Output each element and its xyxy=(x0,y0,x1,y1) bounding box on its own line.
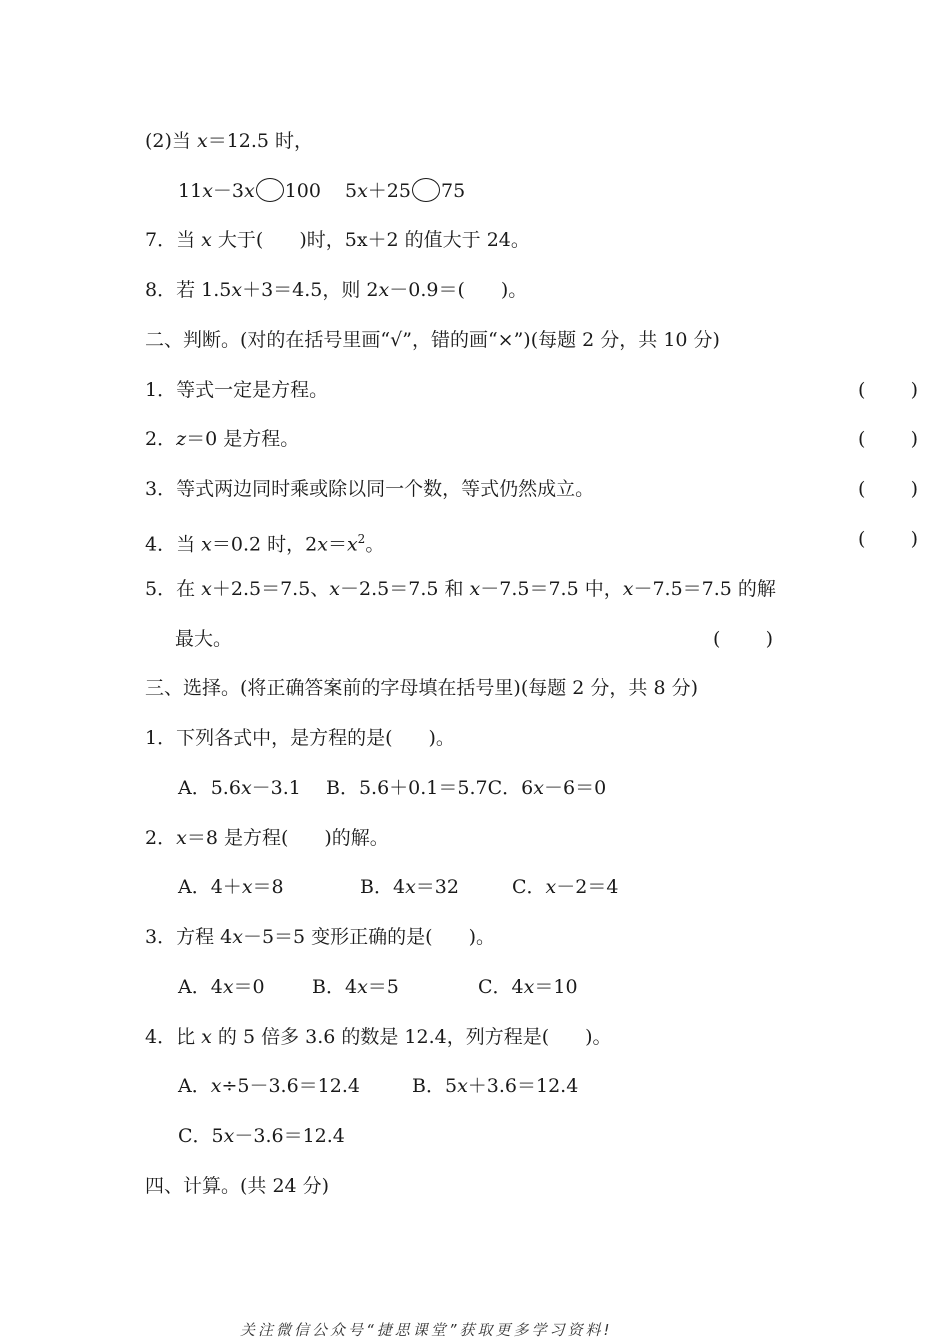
option-b[interactable] xyxy=(360,872,512,902)
choice-q2-options xyxy=(178,872,810,902)
q7-line xyxy=(145,225,810,255)
text-seg: )。 xyxy=(428,727,455,749)
q-number: 3． xyxy=(145,478,177,500)
judge-q4 xyxy=(145,524,918,556)
text-seg: 比 xyxy=(176,1026,202,1048)
text-seg: )。 xyxy=(585,1026,612,1048)
text-seg: 大于( xyxy=(211,229,264,251)
judge-q3 xyxy=(145,474,918,504)
var-x: x xyxy=(202,180,213,202)
choice-q1 xyxy=(145,723,810,753)
answer-parens[interactable] xyxy=(858,375,918,405)
text-seg: )。 xyxy=(468,926,496,948)
compare-circle-1[interactable] xyxy=(256,178,284,202)
option-a[interactable] xyxy=(178,773,326,803)
text-seg: －7.5＝7.5 的解 xyxy=(633,578,776,600)
var-x: x xyxy=(201,1026,212,1048)
text-seg: ÷5－3.6＝12.4 xyxy=(221,1075,360,1097)
option-c[interactable] xyxy=(488,773,607,803)
text-seg: ＝8 xyxy=(252,876,284,898)
text-seg: 等式一定是方程。 xyxy=(176,379,329,401)
text-seg: －2＝4 xyxy=(556,876,619,898)
choice-q4 xyxy=(145,1022,810,1052)
text-seg: A． xyxy=(178,1075,211,1097)
var-x: x xyxy=(523,976,535,998)
paren-left: ( xyxy=(858,528,866,550)
text-seg: ＝32 xyxy=(415,876,459,898)
q6-2-number: (2) xyxy=(145,130,172,152)
text-seg: －6＝0 xyxy=(543,777,607,799)
choice-q4-option-c-line xyxy=(178,1121,810,1151)
judge-q2 xyxy=(145,424,918,454)
var-x: x xyxy=(357,976,368,998)
text-seg: －2.5＝7.5 和 xyxy=(340,578,470,600)
judge-q5-line2 xyxy=(175,624,810,654)
paren-right: ) xyxy=(910,478,918,500)
q-number: 3． xyxy=(145,926,177,948)
text-seg: －5＝5 变形正确的是( xyxy=(242,926,433,948)
text-seg: 方程 4 xyxy=(176,926,233,948)
var-x: x xyxy=(201,578,212,600)
text-seg: )。 xyxy=(500,279,528,301)
var-x: x xyxy=(201,229,212,251)
footer-note: 关注微信公众号“捷思课堂”获取更多学习资料! xyxy=(240,1321,613,1339)
choice-q1-options xyxy=(178,773,810,803)
option-b[interactable] xyxy=(326,773,488,803)
var-x: x xyxy=(232,926,243,948)
option-a[interactable] xyxy=(178,872,360,902)
option-b[interactable] xyxy=(312,972,478,1002)
q-number: 4． xyxy=(145,1026,177,1048)
option-c[interactable] xyxy=(512,872,618,902)
var-x: x xyxy=(378,279,390,301)
text-seg: ＋3.6＝12.4 xyxy=(467,1075,579,1097)
var-x: x xyxy=(244,180,255,202)
var-x: x xyxy=(469,578,481,600)
answer-parens[interactable] xyxy=(858,524,918,554)
text-seg: )时，5x＋2 的值大于 24。 xyxy=(299,229,530,251)
text-seg: 在 xyxy=(176,578,202,600)
option-b[interactable] xyxy=(412,1071,578,1101)
var-x: x xyxy=(317,533,328,556)
q7-number: 7． xyxy=(145,229,177,251)
text-seg: )的解。 xyxy=(324,827,389,849)
section-choice-heading: 三、选择。(将正确答案前的字母填在括号里)(每题 2 分，共 8 分) xyxy=(145,677,698,699)
var-x: x xyxy=(196,130,208,152)
q-number: 1． xyxy=(145,727,177,749)
var-x: x xyxy=(346,533,358,556)
text-seg: B．4 xyxy=(360,876,406,898)
text-seg: B．5 xyxy=(412,1075,458,1097)
q-number: 4． xyxy=(145,533,177,556)
option-a[interactable] xyxy=(178,972,312,1002)
section-judge-heading: 二、判断。(对的在括号里画“√”，错的画“×”)(每题 2 分，共 10 分) xyxy=(145,329,720,351)
var-x: x xyxy=(176,827,187,849)
text-seg: －3.6＝12.4 xyxy=(234,1125,345,1147)
text-seg: B．4 xyxy=(312,976,358,998)
q6-2-line xyxy=(145,126,810,156)
var-x: x xyxy=(222,976,234,998)
var-x: x xyxy=(545,876,557,898)
text-seg: ＝10 xyxy=(534,976,578,998)
text-seg: ＝5 xyxy=(367,976,399,998)
text-seg: ＝0.2 时，2 xyxy=(211,533,318,556)
text-seg: －3 xyxy=(212,180,244,202)
text-seg: A．5.6 xyxy=(178,777,241,799)
option-c[interactable] xyxy=(478,972,578,1002)
text-seg: C． xyxy=(512,876,546,898)
text-seg: A．4 xyxy=(178,976,223,998)
q-number: 1． xyxy=(145,379,177,401)
text-seg: 5 xyxy=(344,180,358,202)
var-x: x xyxy=(533,777,544,799)
judge-q1 xyxy=(145,375,918,405)
var-x: x xyxy=(241,876,253,898)
text-seg: ＝8 是方程( xyxy=(186,827,289,849)
section-calc-heading: 四、计算。(共 24 分) xyxy=(145,1175,330,1197)
superscript: 2 xyxy=(357,532,366,546)
q-number: 2． xyxy=(145,827,177,849)
text-seg: 100 xyxy=(284,180,321,202)
text-seg: 若 1.5 xyxy=(176,279,232,301)
q8-line xyxy=(145,275,810,305)
text-seg: C．6 xyxy=(487,777,534,799)
text-seg: ＋25 xyxy=(367,180,411,202)
text-seg: 下列各式中，是方程的是( xyxy=(176,727,393,749)
var-x: x xyxy=(457,1075,468,1097)
var-x: x xyxy=(357,180,368,202)
text-seg: －7.5＝7.5 中， xyxy=(480,578,623,600)
text-seg: ＋3＝4.5，则 2 xyxy=(242,279,379,301)
choice-q4-options xyxy=(178,1071,810,1101)
text-seg: 当 xyxy=(176,533,202,556)
text-seg: 当 xyxy=(171,130,197,152)
text-seg: －3.1 xyxy=(251,777,301,799)
answer-parens[interactable] xyxy=(713,624,773,654)
compare-circle-2[interactable] xyxy=(412,178,440,202)
var-x: x xyxy=(210,1075,222,1097)
text-seg: ＝0 是方程。 xyxy=(186,428,300,450)
var-x: x xyxy=(622,578,634,600)
option-c[interactable] xyxy=(178,1121,345,1151)
paren-left: ( xyxy=(858,379,866,401)
text-seg: ＝12.5 时， xyxy=(207,130,314,152)
q-number: 5． xyxy=(145,578,177,600)
text-seg: A．4＋ xyxy=(178,876,242,898)
var-x: x xyxy=(201,533,212,556)
choice-q3-options xyxy=(178,972,810,1002)
text-seg: ＝0 xyxy=(233,976,265,998)
text-seg: C．5 xyxy=(178,1125,224,1147)
paren-right: ) xyxy=(910,428,918,450)
paren-left: ( xyxy=(858,478,866,500)
text-seg: 等式两边同时乘或除以同一个数，等式仍然成立。 xyxy=(176,478,595,500)
option-a[interactable] xyxy=(178,1071,412,1101)
answer-parens[interactable] xyxy=(858,474,918,504)
text-seg: －0.9＝( xyxy=(389,279,465,301)
text-seg: 75 xyxy=(440,180,466,202)
text-seg: 。 xyxy=(365,533,385,556)
judge-q5 xyxy=(145,574,890,604)
text-seg: 当 xyxy=(176,229,202,251)
text-seg: 11 xyxy=(178,180,203,202)
text-seg: ＝ xyxy=(327,533,347,556)
text-seg: 的 5 倍多 3.6 的数是 12.4，列方程是( xyxy=(211,1026,550,1048)
text-seg: B．5.6＋0.1＝5.7 xyxy=(326,777,488,799)
paren-right: ) xyxy=(910,379,918,401)
var-x: x xyxy=(231,279,243,301)
var-z: z xyxy=(176,428,187,450)
text-seg: 最大。 xyxy=(175,628,233,650)
var-x: x xyxy=(405,876,416,898)
text-seg: ＋2.5＝7.5、 xyxy=(211,578,330,600)
paren-left: ( xyxy=(858,428,866,450)
choice-q2 xyxy=(145,823,810,853)
var-x: x xyxy=(240,777,252,799)
paren-left: ( xyxy=(713,628,721,650)
paren-right: ) xyxy=(765,628,773,650)
q8-number: 8． xyxy=(145,279,177,301)
paren-right: ) xyxy=(910,528,918,550)
var-x: x xyxy=(329,578,341,600)
text-seg: C．4 xyxy=(478,976,524,998)
answer-parens[interactable] xyxy=(858,424,918,454)
q6-2-expressions xyxy=(178,176,810,206)
choice-q3 xyxy=(145,922,810,952)
var-x: x xyxy=(223,1125,235,1147)
q-number: 2． xyxy=(145,428,177,450)
